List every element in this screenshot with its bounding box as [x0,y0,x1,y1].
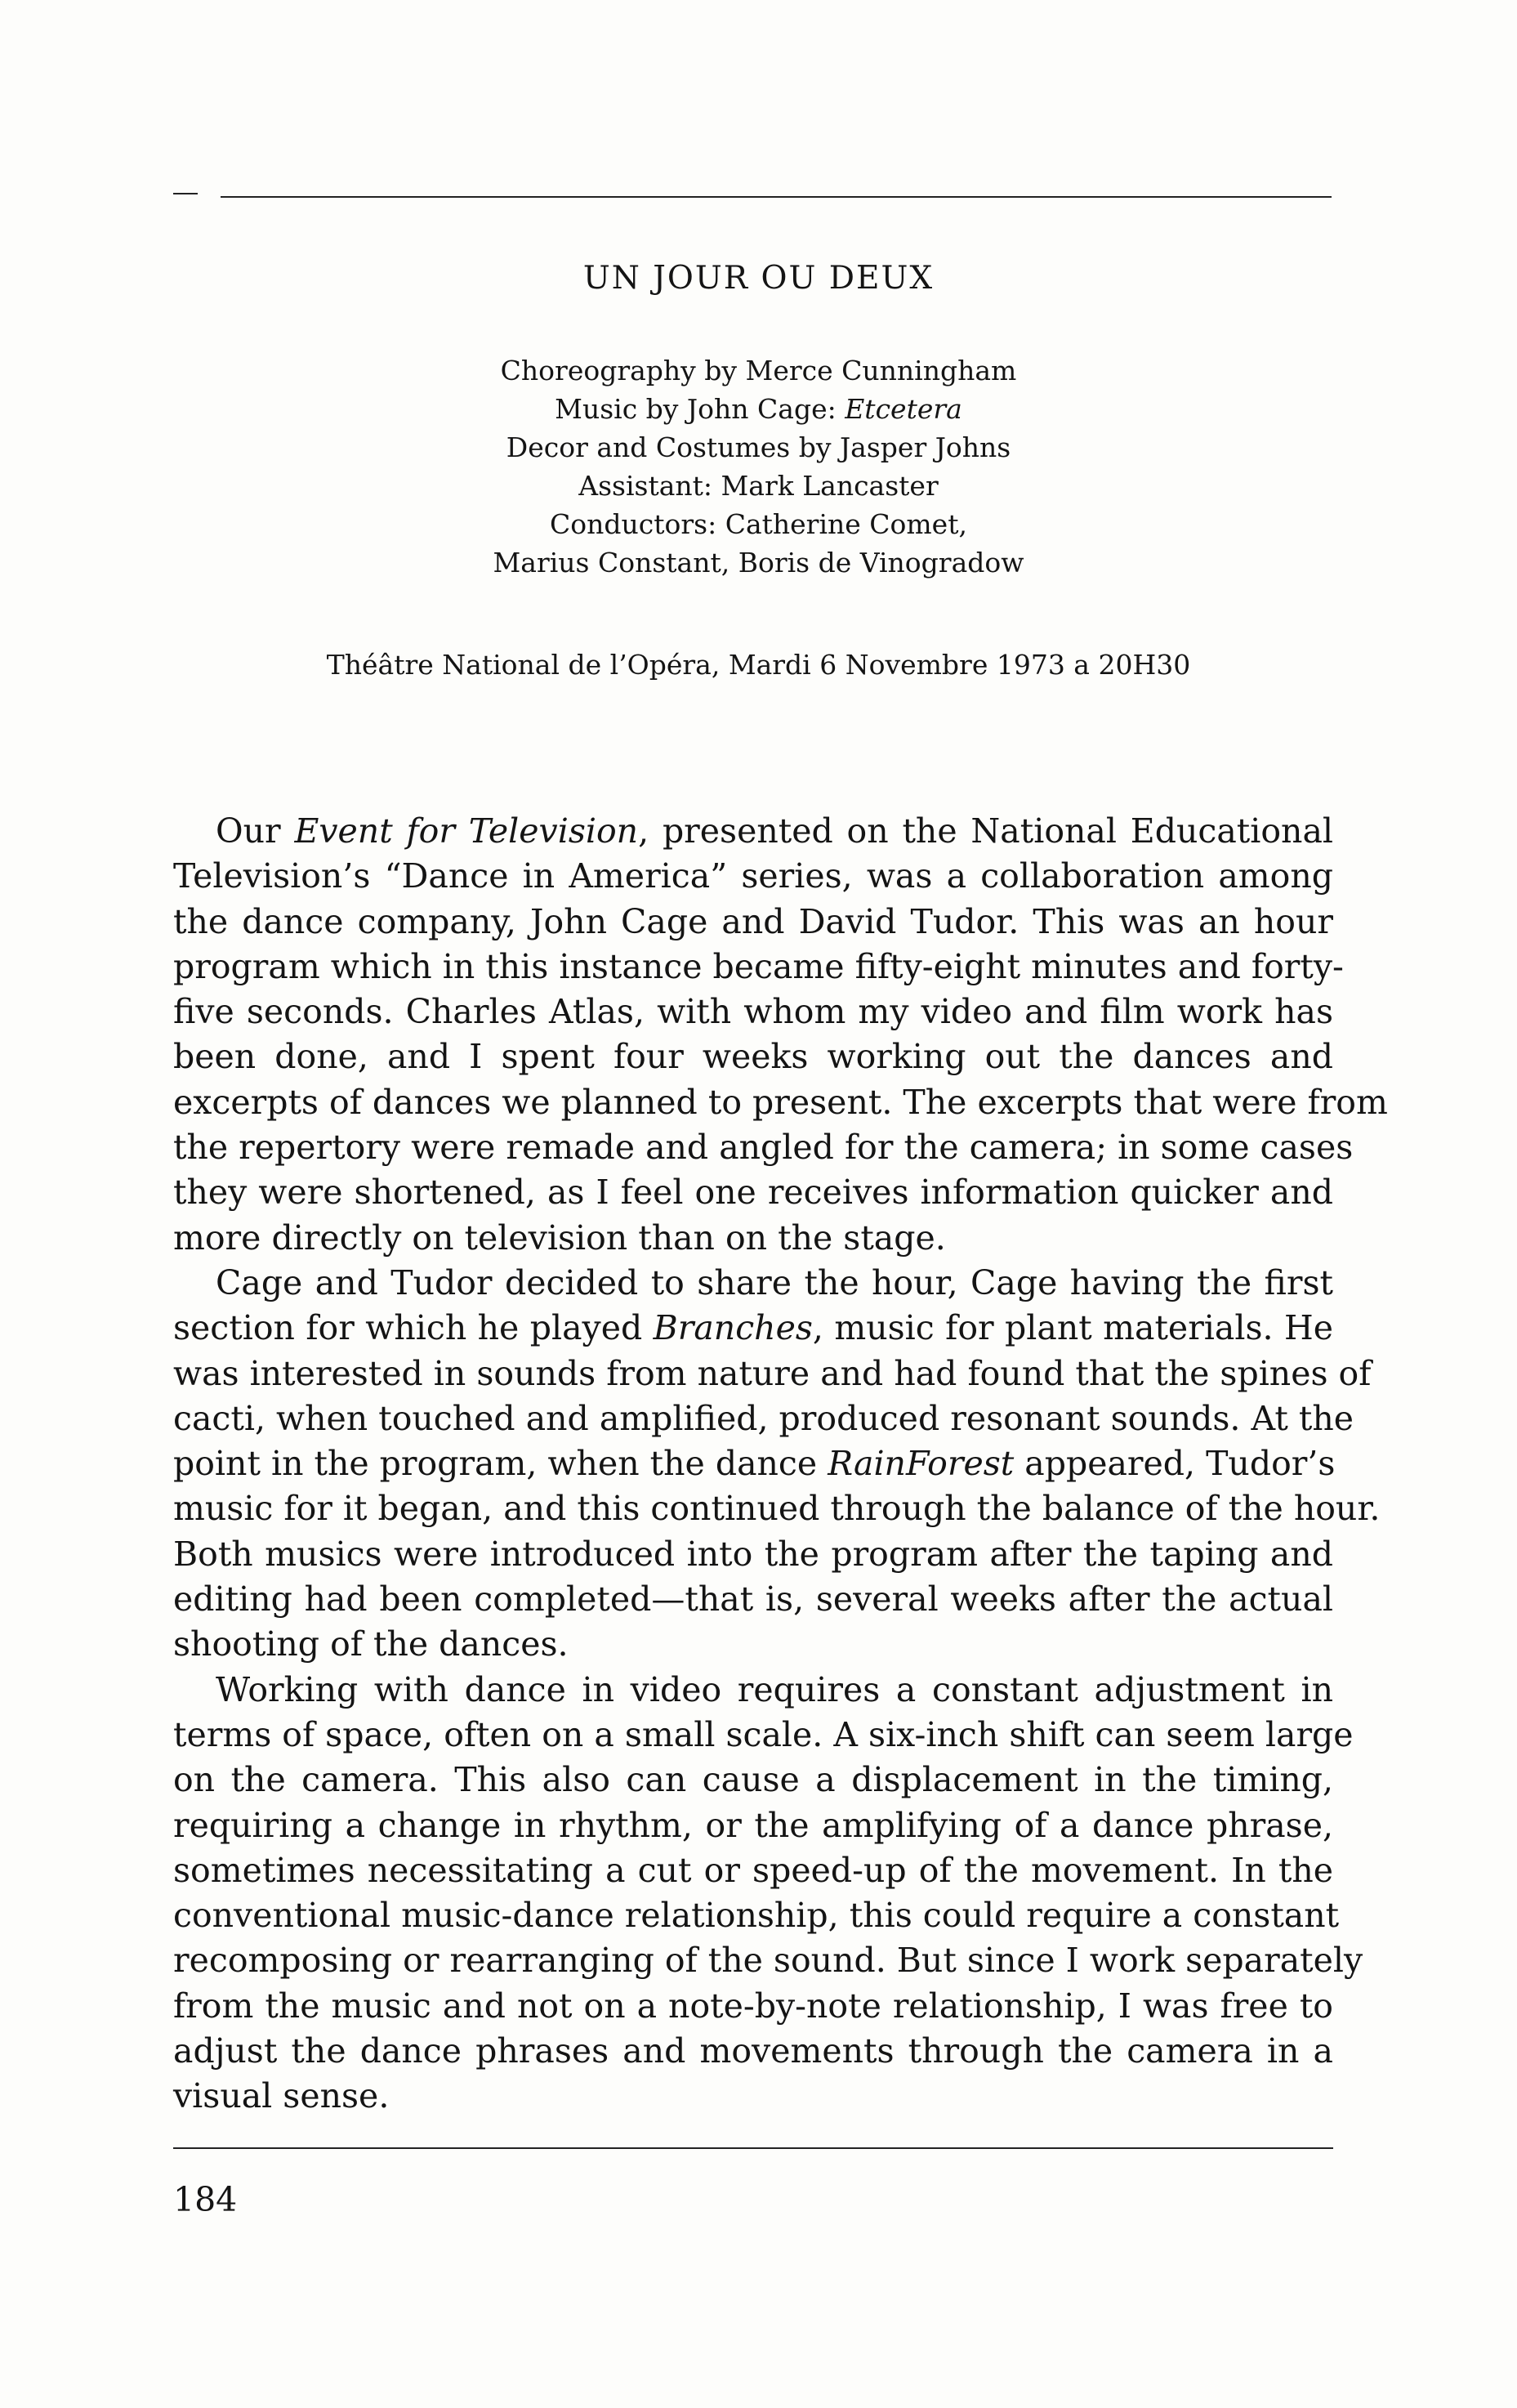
credit-line: Marius Constant, Boris de Vinogradow [493,547,1024,579]
top-dash-rule [173,193,198,194]
text-line: visual sense. [173,2076,390,2116]
text-line: they were shortened, as I feel one receives information quicker and [173,1173,1333,1213]
text-line: terms of space, often on a small scale. A six-inch shift can seem large [173,1714,1354,1754]
text-line: cacti, when touched and amplified, produced resonant sounds. At the [173,1398,1354,1438]
text-line: sometimes necessitating a cut or speed-up of the movement. In the [173,1850,1333,1890]
text-line: music for it began, and this continued through the balance of the hour. [173,1489,1381,1529]
text-line: Our Event for Television, presented on the National Educational [216,811,1334,851]
page-title: UN JOUR OU DEUX [582,260,935,297]
credit-line: Assistant: Mark Lancaster [578,470,939,502]
text-line: recomposing or rearranging of the sound. But since I work separately [173,1941,1363,1981]
italic-title: Etcetera [845,393,962,425]
text-line: five seconds. Charles Atlas, with whom my video and film work has [173,992,1333,1032]
paragraph [173,1261,1381,1668]
page-number: 184 [173,2180,238,2219]
text-line: requiring a change in rhythm, or the amplifying of a dance phrase, [173,1805,1333,1845]
credit-line: Choreography by Merce Cunningham [500,355,1017,386]
italic-title: Branches [653,1308,813,1348]
text-line: more directly on television than on the stage. [173,1217,946,1258]
text-line: section for which he played Branches, music for plant materials. He [173,1308,1333,1348]
bottom-rule [173,2147,1333,2149]
text-line: Working with dance in video requires a constant adjustment in [216,1669,1333,1709]
text-line: editing had been completed—that is, several weeks after the actual [173,1579,1333,1619]
paragraph [173,809,1388,1261]
text-line: Television’s “Dance in America” series, was a collaboration among [173,856,1333,896]
text-line: the repertory were remade and angled for the camera; in some cases [173,1128,1354,1168]
credit-line: Decor and Costumes by Jasper Johns [506,431,1011,463]
text-line: conventional music-dance relationship, this could require a constant [173,1896,1340,1936]
body-text [173,809,1388,2120]
text-line: was interested in sounds from nature and had found that the spines of [173,1353,1372,1393]
italic-title: RainForest [828,1444,1015,1484]
credits-list [0,351,1517,582]
paragraph [173,1668,1363,2120]
text-line: shooting of the dances. [173,1624,569,1664]
text-line: Cage and Tudor decided to share the hour, Cage having the first [216,1262,1333,1302]
text-line: adjust the dance phrases and movements through the camera in a [173,2031,1333,2071]
text-line: program which in this instance became fifty-eight minutes and forty- [173,946,1344,986]
text-line: point in the program, when the dance RainForest appeared, Tudor’s [173,1444,1336,1484]
credit-line: Conductors: Catherine Comet, [550,508,967,540]
text-line: been done, and I spent four weeks working out the dances and [173,1037,1333,1077]
credit-line: Music by John Cage: Etcetera [555,393,962,425]
text-line: the dance company, John Cage and David Tudor. This was an hour [173,901,1333,941]
text-line: Both musics were introduced into the program after the taping and [173,1534,1333,1574]
text-line: excerpts of dances we planned to present. The excerpts that were from [173,1082,1388,1122]
text-line: from the music and not on a note-by-note relationship, I was free to [173,1986,1333,2026]
top-rule [221,196,1332,198]
venue-line: Théâtre National de l’Opéra, Mardi 6 Novembre 1973 a 20H30 [326,649,1191,681]
text-line: on the camera. This also can cause a displacement in the timing, [173,1760,1333,1800]
italic-title: Event for Television [294,811,639,851]
